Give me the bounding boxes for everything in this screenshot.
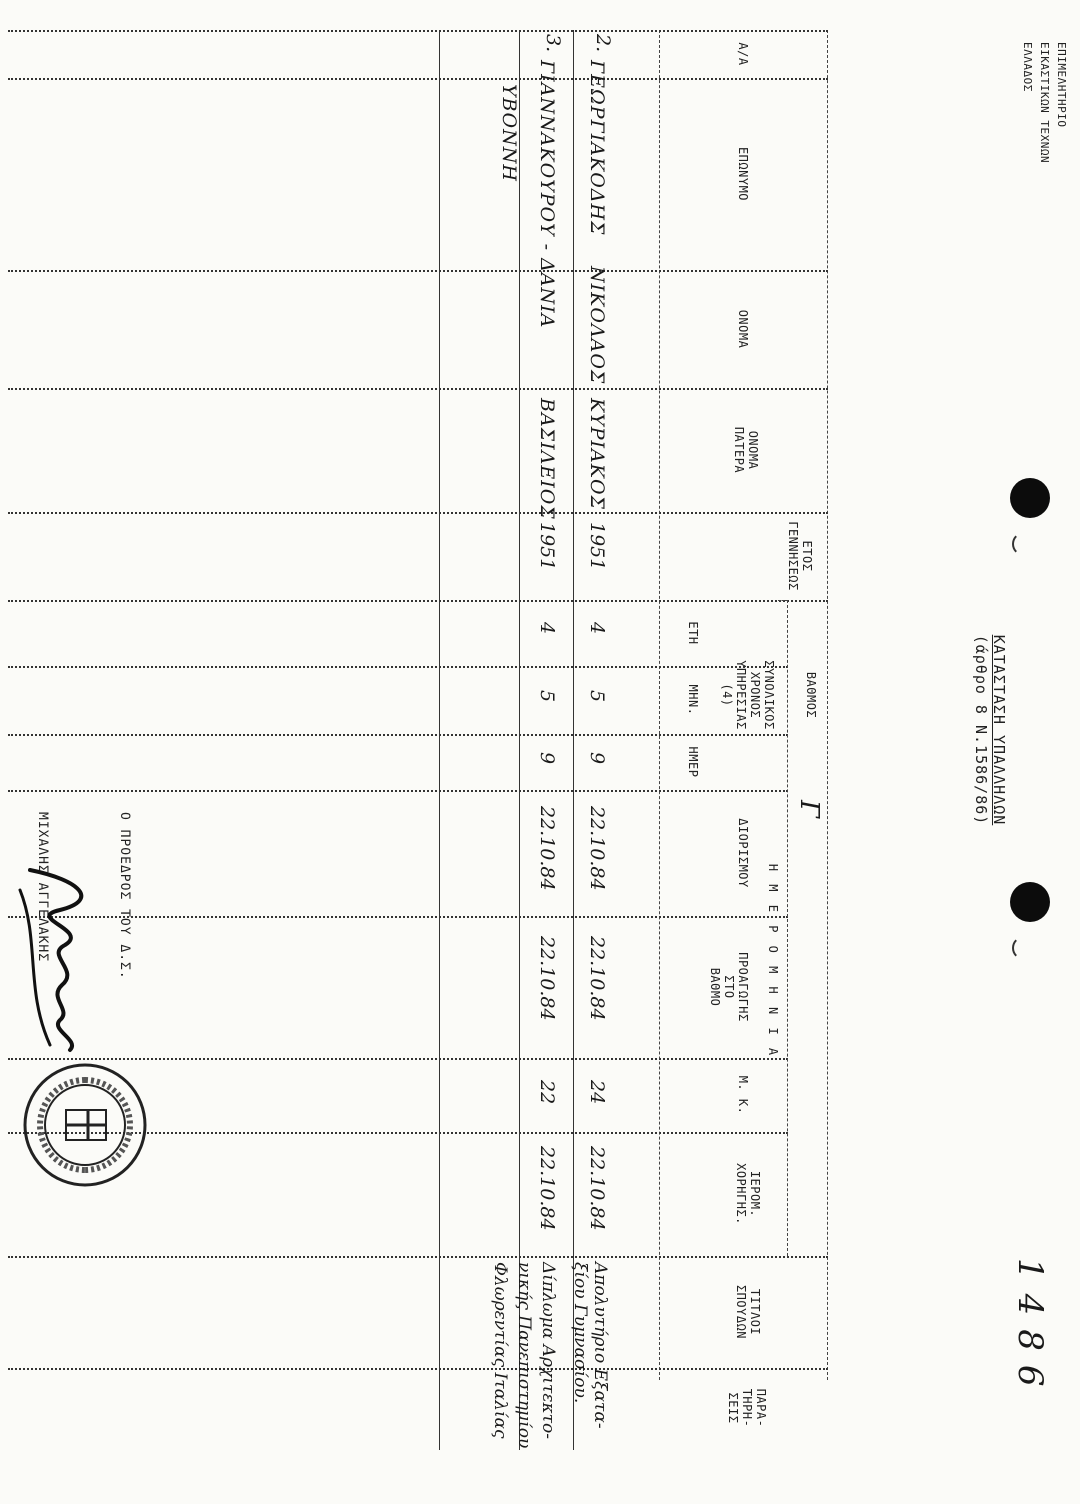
column-divider	[8, 734, 788, 736]
organization-header	[1019, 42, 1070, 163]
row-aa: 3.	[542, 34, 564, 53]
column-divider	[8, 790, 788, 792]
table-header-bottom-border	[659, 30, 660, 1380]
row-days: 9	[536, 752, 558, 765]
header-service-line3: ΥΠΗΡΕΣΙΑΣ	[734, 660, 748, 730]
header-allowance-line2: ΧΟΡΗΓΗΣ.	[734, 1163, 748, 1225]
column-divider	[8, 512, 828, 514]
row-degrees-line3: Φλωρεντίας Ιταλίας	[490, 1262, 510, 1439]
header-father	[732, 388, 760, 512]
row-years: 4	[536, 622, 558, 635]
row-degrees-line2: νικής Πανεπιστημίου	[514, 1262, 534, 1449]
header-appointment: ΔΙΟΡΙΣΜΟΥ	[736, 818, 750, 888]
column-divider	[8, 270, 828, 272]
column-divider	[8, 78, 828, 80]
header-surname: ΕΠΩΝΥΜΟ	[736, 146, 750, 202]
column-divider	[8, 666, 788, 668]
punch-hole-arc	[1012, 532, 1036, 556]
header-promotion-line1: ΠΡΟΑΓΩΓΗΣ	[736, 952, 750, 1022]
row-father: ΒΑΣΙΛΕΙΟΣ	[536, 398, 558, 520]
row-years: 4	[586, 622, 608, 635]
header-remarks-line3: ΣΕΙΣ	[726, 1392, 740, 1424]
header-grade-group	[804, 600, 818, 790]
header-service-line4: (4)	[720, 683, 734, 707]
header-degrees-line1: ΤΙΤΛΟΙ	[748, 1288, 762, 1336]
row-father: ΚΥΡΙΑΚΟΣ	[586, 398, 608, 510]
row-surname: ΓΕΩΡΓΙΑΚΟΔΗΣ	[586, 60, 608, 236]
table-top-border	[827, 30, 828, 1380]
document-subtitle: (άρθρο 8 Ν.1586/86)	[972, 634, 990, 826]
header-mk: Μ. Κ.	[736, 1075, 750, 1115]
row-surname: ΓΙΑΝΝΑΚΟΥΡΟΥ - ΔΑΝΙΑ	[536, 60, 558, 329]
document-title-block	[972, 600, 1008, 860]
header-degrees	[734, 1256, 762, 1368]
header-promotion-line2: ΣΤΟ	[722, 975, 736, 999]
header-promotion-line3: ΒΑΘΜΟ	[708, 967, 722, 1007]
organization-line2: ΕΙΚΑΣΤΙΚΩΝ ΤΕΧΝΩΝ	[1038, 42, 1051, 164]
row-appointment: 22.10.84	[536, 806, 558, 891]
header-remarks	[726, 1368, 768, 1448]
header-service-line2: ΧΡΟΝΟΣ	[748, 671, 762, 719]
row-promotion: 22.10.84	[536, 936, 558, 1021]
header-service-line1: ΣΥΝΟΛΙΚΟΣ	[762, 660, 776, 730]
header-service-time	[720, 600, 776, 790]
header-grade-value: Γ	[794, 800, 824, 819]
row-promotion: 22.10.84	[586, 936, 608, 1021]
row-days: 9	[586, 752, 608, 765]
header-months: ΜΗΝ.	[686, 684, 700, 716]
punch-hole-arc	[1012, 936, 1036, 960]
row-separator	[573, 30, 574, 1450]
header-name: ΟΝΟΜΑ	[736, 309, 750, 349]
header-days: ΗΜΕΡ	[686, 746, 700, 778]
column-divider	[8, 1368, 828, 1370]
header-group-separator	[787, 600, 788, 1256]
header-birth-line2: ΓΕΝΝΗΣΕΩΣ	[786, 521, 800, 591]
header-allowance	[734, 1132, 762, 1256]
header-father-line1: ΟΝΟΜΑ	[746, 430, 760, 470]
header-father-line2: ΠΑΤΕΡΑ	[732, 426, 746, 474]
organization-line1: ΕΠΙΜΕΛΗΤΗΡΙΟ	[1055, 42, 1068, 128]
row-mk: 24	[586, 1080, 608, 1105]
row-aa: 2.	[592, 34, 614, 53]
header-dates-group: Η Μ Ε Ρ Ο Μ Η Ν Ι Α	[766, 863, 780, 1059]
row-appointment: 22.10.84	[586, 806, 608, 891]
column-divider	[8, 388, 828, 390]
row-name: ΝΙΚΟΛΑΟΣ	[586, 266, 608, 385]
row-degrees-line2: ξίου Γυμνασίου.	[570, 1262, 590, 1404]
column-divider	[8, 1256, 828, 1258]
header-remarks-line2: ΤΗΡΗ-	[740, 1388, 754, 1428]
official-stamp	[20, 1060, 150, 1190]
document-number: 1486	[1010, 1258, 1050, 1401]
handwritten-signature	[0, 860, 120, 1060]
row-degrees-line1: Απολυτήριο Εξατα-	[590, 1262, 610, 1429]
header-grade-label: ΒΑΘΜΟΣ	[804, 671, 818, 719]
row-allowance: 22.10.84	[586, 1146, 608, 1231]
signature-name: ΜΙΧΑΛΗΣ ΑΓΓΕΛΑΚΗΣ	[35, 812, 50, 963]
header-years: ΕΤΗ	[686, 621, 700, 645]
row-birth-year: 1951	[536, 522, 558, 571]
column-divider	[8, 30, 828, 32]
row-allowance: 22.10.84	[536, 1146, 558, 1231]
header-remarks-line1: ΠΑΡΑ-	[754, 1388, 768, 1428]
header-degrees-line2: ΣΠΟΥΔΩΝ	[734, 1284, 748, 1340]
header-promotion	[708, 916, 750, 1058]
row-birth-year: 1951	[586, 522, 608, 571]
row-months: 5	[536, 690, 558, 703]
column-divider	[8, 600, 828, 602]
row-degrees-line1: Δίπλωμα Αρχιτεκτο-	[538, 1262, 558, 1439]
header-birth-year	[786, 512, 814, 600]
header-allowance-line1: ΙΕΡΟΜ.	[748, 1170, 762, 1218]
row-separator	[439, 30, 440, 1450]
header-birth-line1: ΕΤΟΣ	[800, 540, 814, 572]
punch-hole-mark	[1010, 882, 1050, 922]
punch-hole-mark	[1010, 478, 1050, 518]
signature-role: Ο ΠΡΟΕΔΡΟΣ ΤΟΥ Δ.Σ.	[117, 812, 132, 980]
row-months: 5	[586, 690, 608, 703]
document-title: ΚΑΤΑΣΤΑΣΗ ΥΠΑΛΛΗΛΩΝ	[990, 634, 1008, 826]
row-separator	[519, 30, 520, 1450]
row-mk: 22	[536, 1080, 558, 1105]
organization-line3: ΕΛΛΑΔΟΣ	[1021, 42, 1034, 92]
row-surname-line2: ΥΒΟΝΝΗ	[498, 84, 520, 182]
header-aa: Α/Α	[736, 42, 750, 66]
